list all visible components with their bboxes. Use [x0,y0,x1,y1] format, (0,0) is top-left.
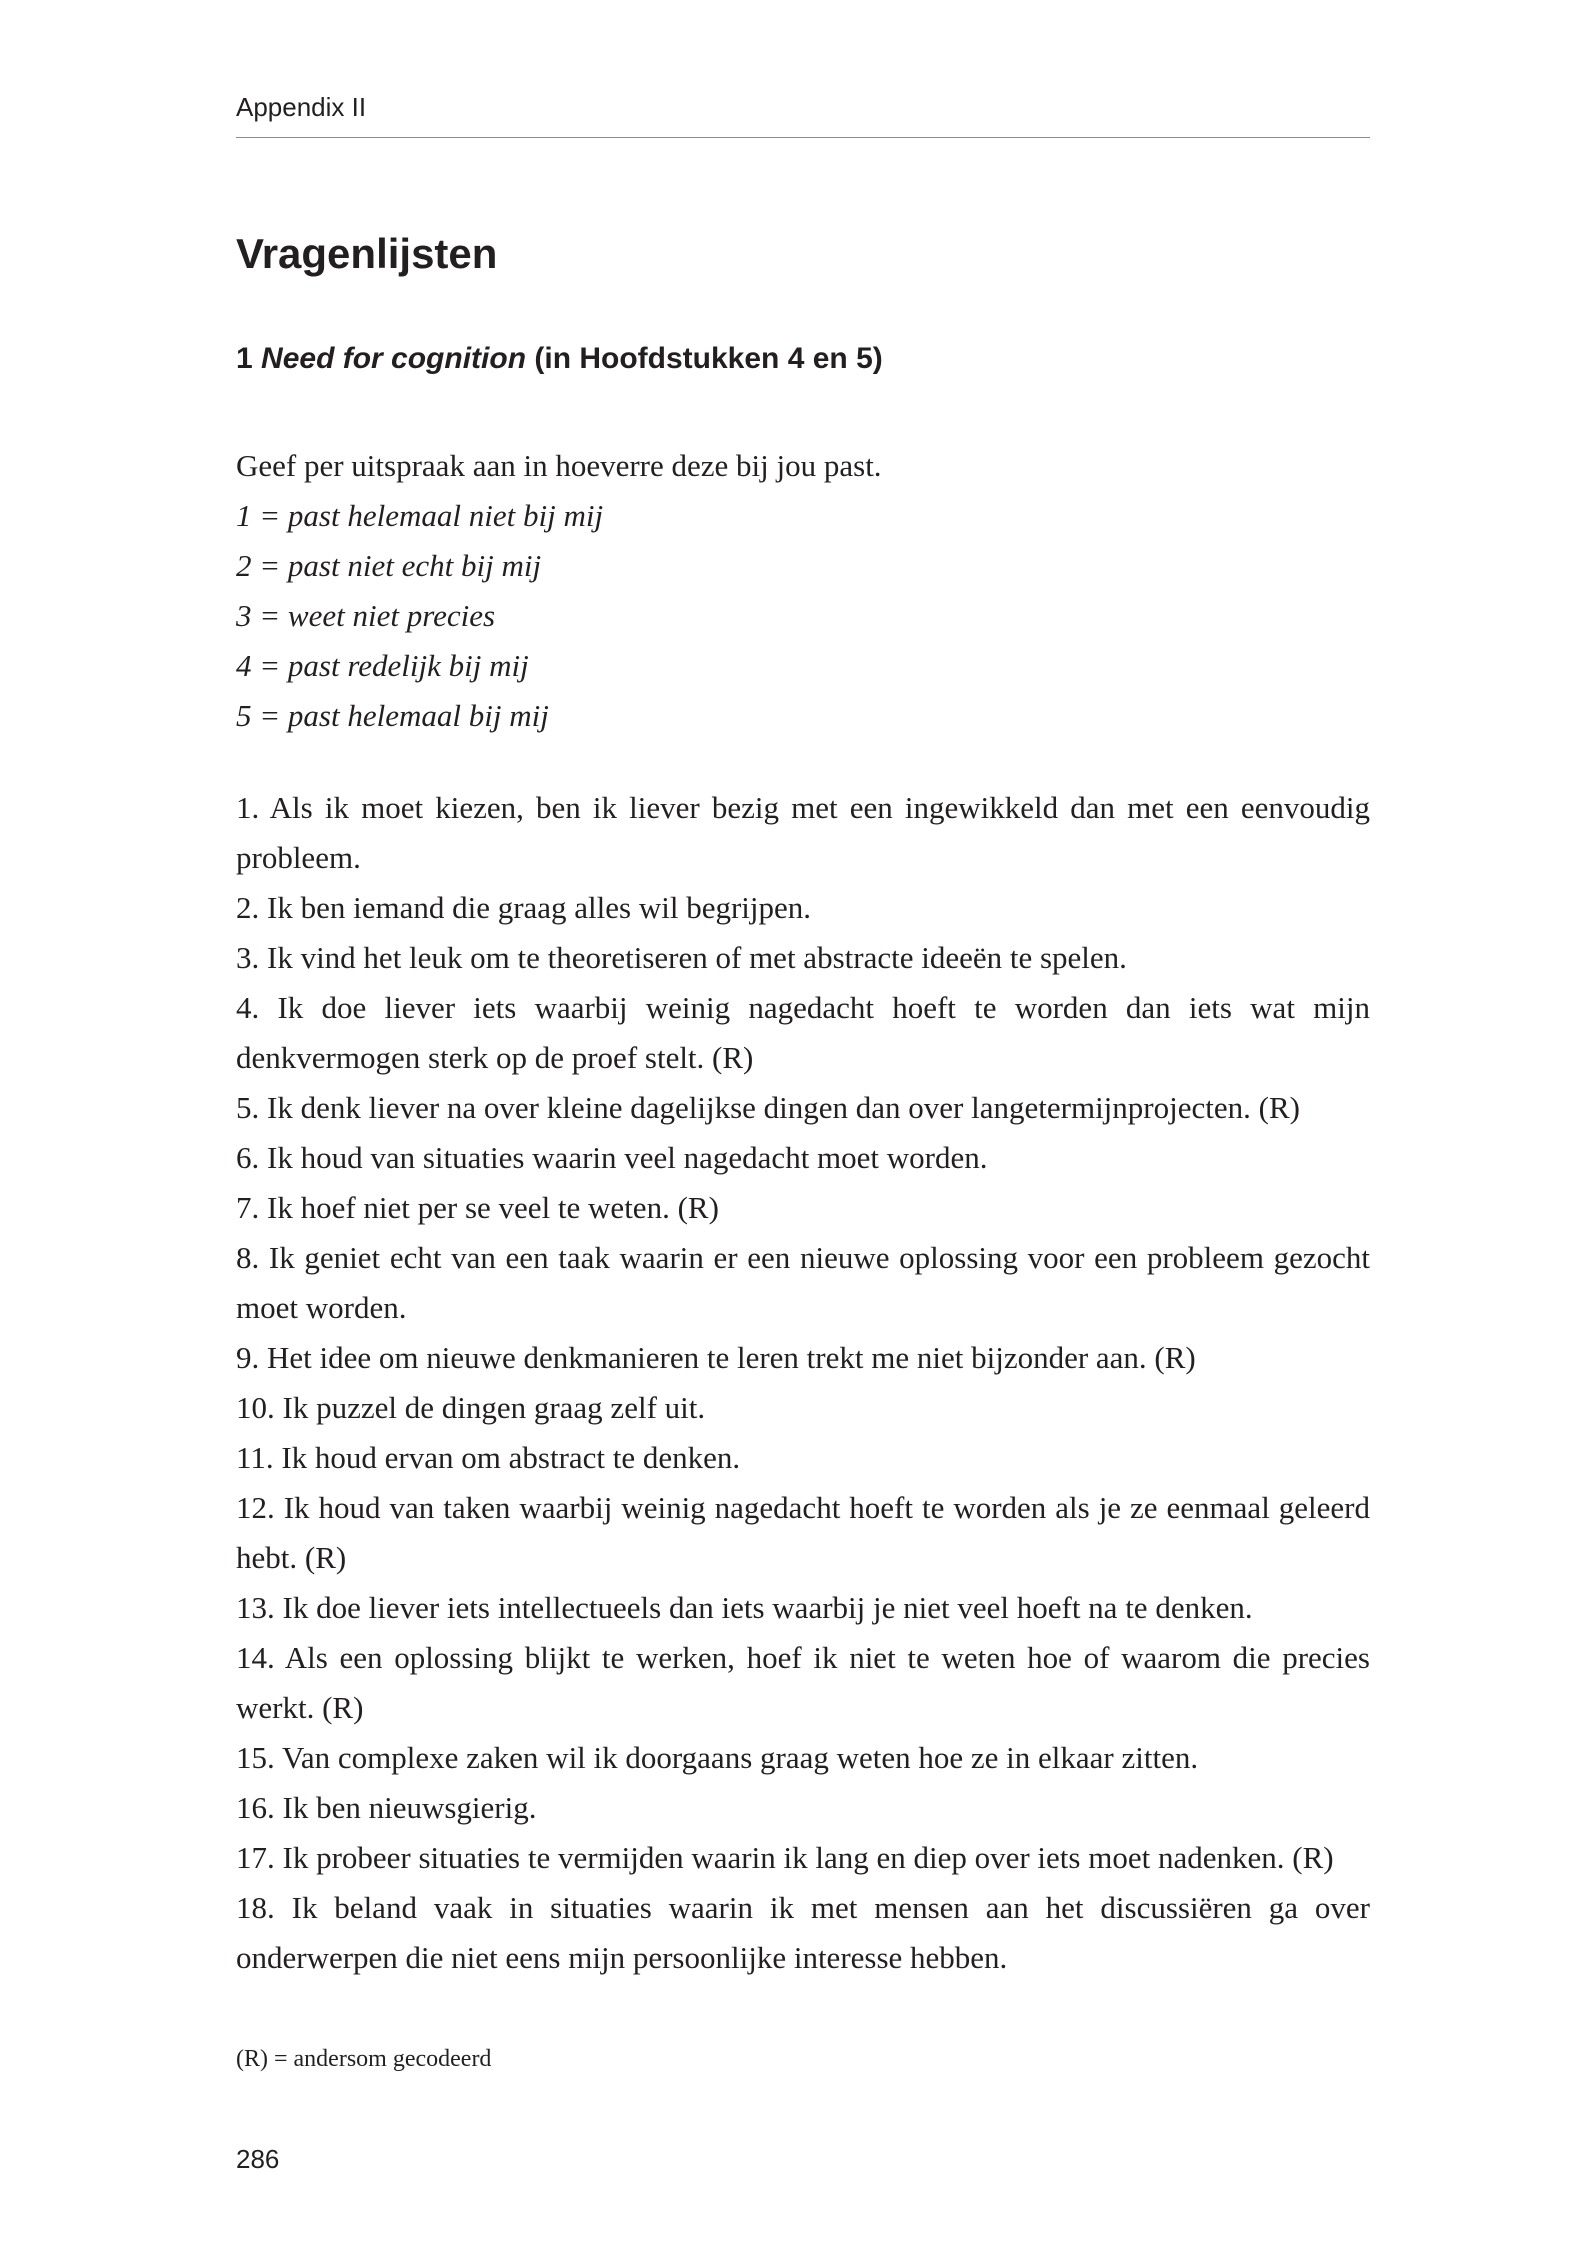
scale-option: 1 = past helemaal niet bij mij [236,498,604,533]
questionnaire-item: 17. Ik probeer situaties te vermijden waarin ik lang en diep over iets moet nadenken. (R) [236,1840,1334,1875]
questionnaire-item: 9. Het idee om nieuwe denkmanieren te leren trekt me niet bijzonder aan. (R) [236,1340,1196,1375]
subsection-italic-title: Need for cognition [261,342,527,375]
questionnaire-item: 16. Ik ben nieuwsgierig. [236,1790,537,1825]
questionnaire-item: 12. Ik houd van taken waarbij weinig nagedacht hoeft te worden als je ze eenmaal geleerd hebt. (R) [236,1490,1370,1575]
questionnaire-item: 1. Als ik moet kiezen, ben ik liever bezig met een ingewikkeld dan met een eenvoudig probleem. [236,790,1370,875]
scale-option: 2 = past niet echt bij mij [236,548,542,583]
questionnaire-item: 11. Ik houd ervan om abstract te denken. [236,1440,741,1475]
subsection-number: 1 [236,342,253,375]
questionnaire-item: 18. Ik beland vaak in situaties waarin ik met mensen aan het discussiëren ga over onderwerpen die niet eens mijn persoonlijke interesse hebben. [236,1890,1370,1975]
questionnaire-item: 5. Ik denk liever na over kleine dagelijkse dingen dan over langetermijnprojecten. (R) [236,1090,1300,1125]
questionnaire-items [236,783,1370,1983]
questionnaire-item: 7. Ik hoef niet per se veel te weten. (R) [236,1190,719,1225]
scale-option: 3 = weet niet precies [236,598,496,633]
subsection-suffix: (in Hoofdstukken 4 en 5) [534,342,883,375]
instructions-block [236,441,1370,741]
questionnaire-item: 8. Ik geniet echt van een taak waarin er een nieuwe oplossing voor een probleem gezocht moet worden. [236,1240,1370,1325]
questionnaire-item: 10. Ik puzzel de dingen graag zelf uit. [236,1390,706,1425]
subsection-title [236,339,883,379]
instruction-text: Geef per uitspraak aan in hoeverre deze bij jou past. [236,448,882,483]
questionnaire-item: 14. Als een oplossing blijkt te werken, hoef ik niet te weten hoe of waarom die precies werkt. (R) [236,1640,1370,1725]
footnote: (R) = andersom gecodeerd [236,2046,492,2072]
questionnaire-item: 2. Ik ben iemand die graag alles wil begrijpen. [236,890,812,925]
questionnaire-item: 13. Ik doe liever iets intellectueels dan iets waarbij je niet veel hoeft na te denken. [236,1590,1253,1625]
questionnaire-item: 4. Ik doe liever iets waarbij weinig nagedacht hoeft te worden dan iets wat mijn denkvermogen sterk op de proef stelt. (R) [236,990,1370,1075]
page-number: 286 [236,2144,280,2174]
questionnaire-item: 15. Van complexe zaken wil ik doorgaans graag weten hoe ze in elkaar zitten. [236,1740,1199,1775]
header-divider [236,137,1370,138]
running-head: Appendix II [236,92,367,122]
scale-option: 4 = past redelijk bij mij [236,648,529,683]
scale-option: 5 = past helemaal bij mij [236,698,549,733]
questionnaire-item: 3. Ik vind het leuk om te theoretiseren of met abstracte ideeën te spelen. [236,940,1127,975]
questionnaire-item: 6. Ik houd van situaties waarin veel nagedacht moet worden. [236,1140,988,1175]
section-title: Vragenlijsten [236,230,498,277]
